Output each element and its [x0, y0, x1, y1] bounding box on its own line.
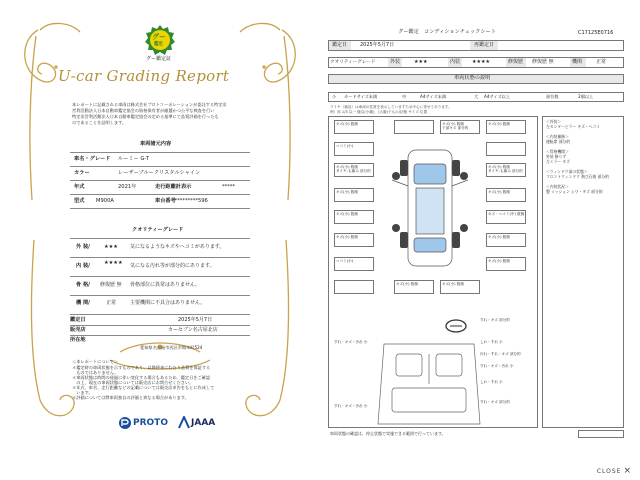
field-label: 車台番号 — [155, 198, 176, 204]
side-note: ＜ウィンドウ部の状態＞ — [546, 169, 588, 174]
proto-logo-text: PROTO — [133, 418, 168, 428]
damage-label: キズ(小) 数個 — [488, 259, 510, 263]
badge-bottom-text: 鑑定 — [154, 42, 163, 47]
note-line: います。 — [72, 390, 93, 395]
grade-interior-value: ★★★★ — [472, 59, 490, 65]
grade-repair-value: 修復歴 無 — [532, 59, 554, 65]
field-label: 型式 — [74, 198, 85, 204]
side-note: ＜骨格機関＞ — [546, 149, 569, 154]
damage-label: キズ(小) 数個 — [336, 122, 358, 126]
field-value: M900A — [96, 198, 114, 204]
dealer-value: カーセブン名古屋北店 — [168, 327, 218, 333]
side-note: 外装 修りず — [546, 154, 567, 159]
field-value: 2021年 — [118, 184, 137, 190]
legend-medium-value: A4サイズ未満 — [420, 94, 447, 99]
legend-count-value: 2個以上 — [578, 94, 594, 99]
intro-line: のであることを証明します。 — [72, 120, 127, 125]
close-icon: × — [623, 466, 632, 476]
footer-box — [578, 430, 624, 438]
interior-label: すれ・キズ・汚れ 小 — [480, 364, 514, 368]
field-label: 車名・グレード — [74, 156, 111, 162]
jaaa-logo-icon — [178, 416, 190, 430]
damage-label: キズ(小) 数個 タイヤ-も痛み 部分的 — [336, 165, 371, 174]
field-label: カラー — [74, 170, 90, 176]
damage-label: キズ(小) 数個 — [336, 190, 358, 194]
condition-title: 車両状態の説明 — [454, 75, 491, 81]
damage-label: キズ(小) 数個 下部キズ 部分的 — [442, 122, 469, 131]
recheck-label: 再鑑定日 — [474, 42, 495, 48]
legend-note-2: 例）再 1/3 以一 様以(小範)、(大範)でもの/状態 サイズ 位置 — [330, 110, 428, 114]
grade-label-frame: 骨 格/ — [76, 282, 91, 288]
field-label: 走行距離計表示 — [155, 184, 192, 190]
note-line: の上、現在の車両状態については販売店にお問合せください。 — [72, 380, 194, 385]
jaaa-logo-text: JAAA — [191, 418, 216, 428]
damage-label: キズ・ヘコミ(中) 数個 — [488, 212, 525, 216]
damage-label: キズ(小) 数個 — [488, 190, 510, 194]
goo-appraisal-badge — [144, 24, 176, 56]
location-value: 愛知県名古屋市西区市場木町524 — [140, 345, 203, 350]
note-line: ものではありません。 — [72, 370, 119, 375]
appraisal-date-label: 鑑定日 — [70, 317, 86, 323]
appraisal-date-value: 2025年5月7日 — [178, 317, 213, 323]
grade-exterior-label: 外装 — [390, 59, 401, 65]
dealer-label: 販売店 — [70, 327, 86, 333]
grade-label-engine: 機 関/ — [76, 300, 91, 306]
grade-engine-value: 正常 — [596, 59, 607, 65]
intro-line: 本レポートに記載される車両は株式会社プロトコーポレーションが委託する特定非 — [72, 102, 227, 107]
damage-label: キズ(小) 数個 — [336, 235, 358, 239]
side-note: 左ミラー キズ — [546, 159, 570, 164]
intro-line: 営利活動法人日本自動車鑑定協会の資格保有者が厳選かつ公平な検査を行い — [72, 108, 215, 113]
ornamental-frame — [0, 0, 320, 440]
interior-label: すれ・キズ・汚れ 小 — [334, 340, 368, 344]
legend-note-1: ライヤ（補品）は車両の性質を表示していますため中心に寄せてあります。 — [330, 105, 452, 109]
legend-medium-label: 中 — [402, 94, 407, 99]
side-note: 製 ミッション シワ・キズ 部分的 — [546, 189, 603, 194]
field-value: ルーミー G-T — [118, 156, 149, 162]
grade-desc-engine: 主要機関に不具合はありません。 — [130, 300, 206, 306]
damage-label: キズ(小) 数個 — [488, 122, 510, 126]
grade-label-exterior: 外 装/ — [76, 244, 91, 250]
legend-small-value: カードサイズ未満 — [344, 94, 378, 99]
steering-wheel-icon — [444, 318, 468, 334]
spec-header: 車両諸元内容 — [140, 141, 172, 147]
grade-exterior-value: ★★★ — [414, 59, 428, 65]
location-label: 所在地 — [70, 337, 86, 343]
side-note: 運転席 部分的 — [546, 139, 570, 144]
date-value: 2025年5月7日 — [360, 42, 395, 48]
note-line: ＊年式、車名、走行距離などの記載については販売店申告をもとに作成して — [72, 385, 215, 390]
legend-large-label: 大 — [474, 94, 479, 99]
document-id: C17125E0716 — [578, 30, 614, 36]
legend-small-label: 小 — [332, 94, 337, 99]
quality-header: クオリティーグレード — [132, 227, 184, 233]
footer-note: 車両状態の確認は、停止状態で実施できる範囲で行っています。 — [330, 431, 446, 436]
field-value: **********596 — [172, 198, 208, 204]
date-label: 鑑定日 — [332, 42, 348, 48]
interior-label: すれ・キズ 部分的 — [480, 318, 510, 322]
condition-check-sheet — [320, 0, 640, 440]
grade-stars-engine: 正常 — [106, 300, 117, 306]
grade-stars-interior: ★★★★ — [104, 260, 123, 266]
grade-desc-exterior: 気になるようなキズやヘコミがあります。 — [130, 244, 225, 250]
close-button[interactable] — [597, 466, 632, 476]
interior-label: 汚れ・すれ・キズ 部分的 — [480, 352, 521, 356]
side-note: フロントウィンドウ 飛び石痕 部分的 — [546, 174, 609, 179]
side-note: ＜内装補修＞ — [546, 134, 569, 139]
damage-label: キズ(小) 数個 — [442, 282, 464, 286]
intro-line: 特定非営利活動法人日本自動車鑑定協会の定める基準にて品質評価を行ったも — [72, 114, 219, 119]
note-line: ＊鑑定時の車両状態を示すものであり、以降将来にわたり品質を保証する — [72, 365, 211, 370]
notes-title: ＜本レポートについて＞ — [72, 359, 118, 364]
side-note: ＜内装状況＞ — [546, 184, 569, 189]
field-value: ***** — [222, 184, 235, 190]
proto-logo-icon — [118, 416, 132, 430]
grade-repair-label: 修復歴 — [508, 59, 524, 65]
grade-stars-frame: 修復歴 無 — [100, 282, 122, 288]
check-sheet-title: グー鑑定 コンディションチェックシート — [398, 29, 496, 35]
grade-interior-label: 内装 — [450, 59, 461, 65]
note-line: ＊評価については弊車両独自の評価と異なる場合があります。 — [72, 395, 189, 400]
close-label: CLOSE — [596, 468, 622, 475]
cert-title: グー鑑定証 — [146, 56, 172, 62]
damage-label: キズ(小) 数個 — [396, 282, 418, 286]
interior-label: すれ・キズ 部分的 — [480, 400, 510, 404]
badge-top-text: グー — [152, 33, 166, 41]
grade-desc-frame: 骨格部位に異常はありません。 — [130, 282, 201, 288]
side-note: ＜外装＞ — [546, 119, 562, 124]
grade-label-interior: 内 装/ — [76, 263, 91, 269]
damage-label: キズ(小) 数個 タイヤ-も痛み 部分的 — [488, 165, 523, 174]
side-note: 左センターピラー キズ・ヘコミ — [546, 124, 601, 129]
grade-desc-interior: 気になる汚れ等が部分的にあります。 — [130, 263, 215, 269]
car-top-view-icon — [390, 140, 470, 280]
field-label: 年式 — [74, 184, 85, 190]
field-value: レーザーブルークリスタルシャイン — [118, 170, 201, 176]
grade-row-label: クオリティーグレード — [330, 60, 376, 65]
interior-label: すれ・キズ・汚れ 小 — [334, 404, 368, 408]
interior-label: しわ・すれ 小 — [480, 380, 503, 384]
script-title: U-car Grading Report — [58, 67, 230, 85]
damage-label: キズ(小) 数個 — [336, 212, 358, 216]
legend-count-label: 部位数 — [546, 94, 559, 99]
legend-large-value: A4サイズ以上 — [484, 94, 511, 99]
grade-stars-exterior: ★★★ — [104, 244, 118, 250]
car-interior-icon — [374, 334, 484, 429]
damage-label: キズ(小) 数個 — [488, 235, 510, 239]
note-line: ＊車両状態は時間の経過に伴い変化する場合もあるため、鑑定日をご確認 — [72, 375, 211, 380]
interior-label: しわ・すれ 小 — [480, 340, 503, 344]
grading-certificate — [0, 0, 320, 440]
grade-engine-label: 機関 — [572, 59, 583, 65]
damage-label: ヘコミ(小) — [336, 144, 354, 148]
damage-label: ヘコミ(小) — [336, 259, 354, 263]
